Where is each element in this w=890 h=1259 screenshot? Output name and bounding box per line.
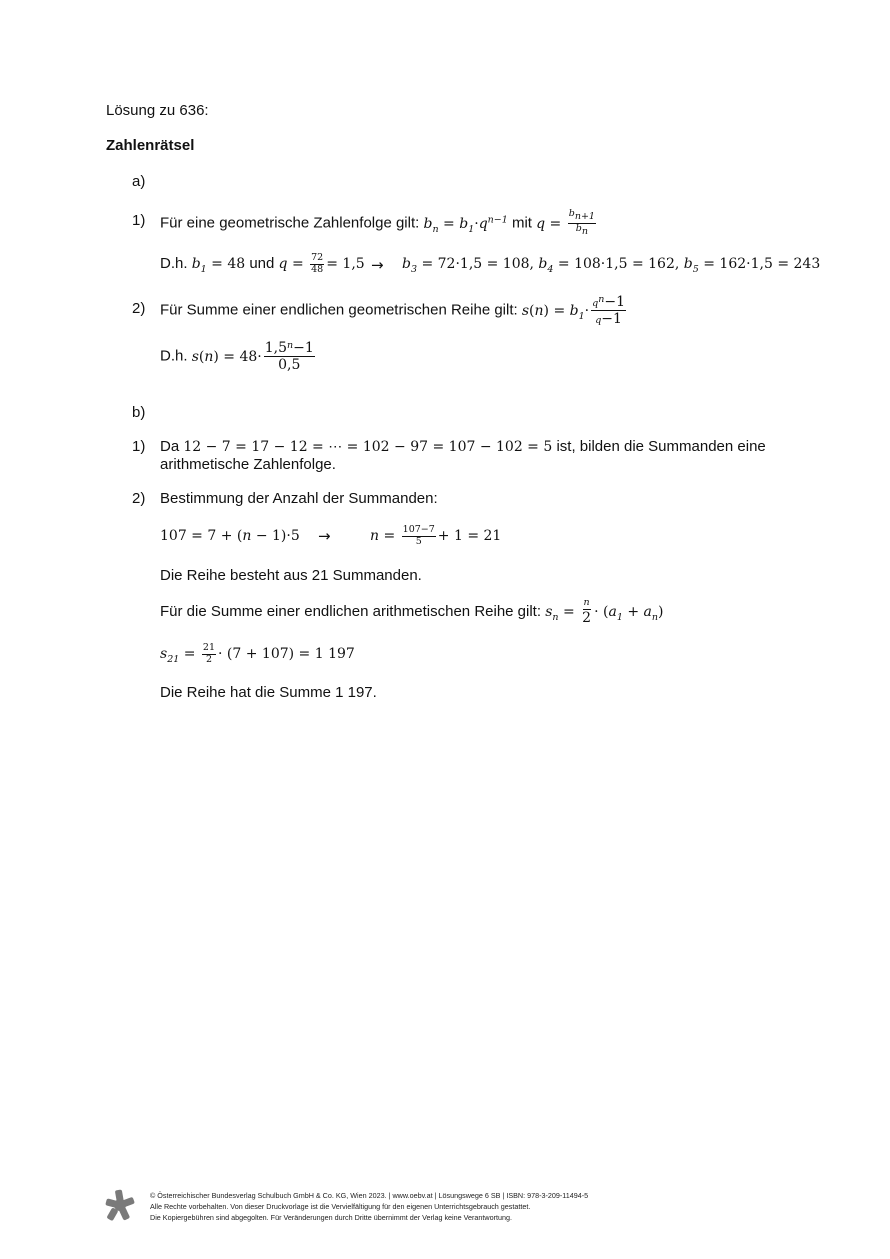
part-a-item1-dh: D.h. (160, 255, 188, 272)
part-a-item2-dh: D.h. (160, 347, 188, 365)
formula-q-value: q = $\frac{72}{48}$ = 1,5 (278, 251, 365, 275)
part-b-label: b) (132, 404, 146, 421)
part-b-result2: Die Reihe hat die Summe 1 197. (160, 684, 377, 701)
part-a-item1-line (160, 206, 598, 243)
part-b-item1-da: Da (160, 438, 180, 455)
page-title: Zahlenrätsel (106, 137, 195, 154)
part-b-item1-line (160, 438, 766, 455)
part-a-item2-line (160, 294, 628, 330)
part-b-item2-text2: Für die Summe einer endlichen arithmetischen Reihe gilt: (160, 603, 542, 620)
part-b-item2-text: Bestimmung der Anzahl der Summanden: (160, 490, 438, 507)
part-a-item2-dh-line (160, 340, 317, 373)
arrow-icon: → (371, 256, 384, 274)
part-a-item1-mit: mit (511, 214, 532, 232)
footer-rights: Alle Rechte vorbehalten. Von dieser Druckvorlage ist die Vervielfältigung für den eigenen Unterrichtsgebrauch gestattet. (150, 1202, 531, 1211)
part-b-result1: Die Reihe besteht aus 21 Summanden. (160, 567, 422, 584)
footer-copyright: © Österreichischer Bundesverlag Schulbuch GmbH & Co. KG, Wien 2023. | www.oebv.at | Lösungswege 6 SB | ISBN: 978-3-209-11494-5 (150, 1191, 589, 1200)
formula-next-terms: $b_3 = 72\cdot 1,5 = 108$, $b_4 = 108\cdot 1,5 = 162$, $b_5 = 162\cdot 1,5 = 243$ (402, 256, 821, 275)
part-a-item1-dh-line (160, 250, 365, 284)
oebv-logo-icon (104, 1188, 136, 1222)
formula-series-result: s(n) = 48· $\frac{1,5^n-1}{0,5}$ (191, 339, 314, 374)
part-a-item1-und: und (249, 255, 275, 272)
formula-quotient: q = $\frac{b_{n+1}}{b_n}$ (536, 208, 595, 238)
footer-disclaimer: Die Kopiergebühren sind abgegolten. Für Veränderungen durch Dritte übernimmt der Verlag keine Verantwortung. (150, 1213, 512, 1222)
formula-arithmetic-series: $s_n$ = $\frac{n}{2}$ · $(a_1 + a_n)$ (545, 597, 664, 626)
formula-equation: 107 = 7 + (n − 1)·5 (160, 528, 300, 544)
formula-s21: $s_{21}$ = $\frac{21}{2}$ · (7 + 107) = 1 197 (160, 641, 355, 665)
part-b-arith-line (160, 598, 663, 632)
part-b-item2-number: 2) (132, 490, 146, 507)
part-b-item1-number: 1) (132, 438, 146, 455)
part-a-item2-number: 2) (132, 300, 146, 317)
arrow-icon: → (318, 527, 331, 545)
part-a-item1-number: 1) (132, 212, 146, 229)
formula-differences: 12 − 7 = 17 − 12 = ⋯ = 102 − 97 = 107 − 102 = 5 (183, 439, 553, 455)
part-a-label: a) (132, 173, 146, 190)
part-b-item1-text: ist, bilden die Summanden eine (556, 438, 766, 455)
part-b-item1-line2: arithmetische Zahlenfolge. (160, 456, 336, 473)
part-a-item2-text: Für Summe einer endlichen geometrischen Reihe gilt: (160, 301, 518, 319)
part-a-item1-text: Für eine geometrische Zahlenfolge gilt: (160, 214, 420, 232)
formula-geometric-sequence: $b_n = b_1\cdot q^{n-1}$ (423, 214, 508, 235)
formula-geometric-series: $s(n) = b_1\cdot$ $\frac{q^n-1}{q-1}$ (521, 293, 625, 328)
formula-n-solution: n = $\frac{107-7}{5}$ + 1 = 21 (370, 523, 502, 547)
formula-b1: $b_1 = 48$ (191, 256, 246, 275)
page-heading: Lösung zu 636: (106, 102, 209, 119)
